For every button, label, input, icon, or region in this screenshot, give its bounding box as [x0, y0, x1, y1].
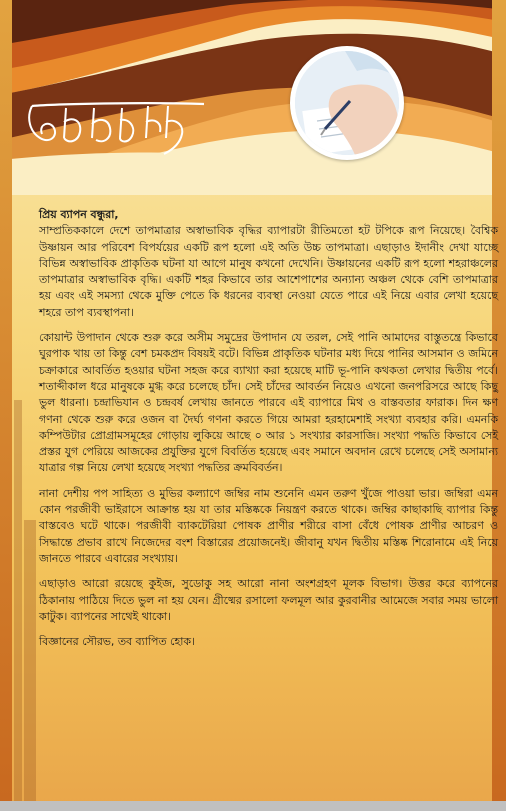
paragraph: কোয়ান্ট উপাদান থেকে শুরু করে অসীম সমুদ্রের উপাদান যে তরল, সেই পানি আমাদের বাস্তুতন্ত্রে কিভাবে ঘুরপাক খায় তা কিন্তু বেশ চমকপ্রদ বিষয়ই বটে। বিভিন্ন প্রাকৃতিক ঘটনার মধ্য দিয়ে পানির আসমান ও জমিনে চক্রাকারে আবর্তিত হওয়ার ঘটনা সহজ করে ব্যাখ্যা করা হয়েছে মাটি ভূ-পানি কথকতা লেখার দ্বিতীয় পর্বে। শতাব্দীকাল ধরে মানুষকে মুগ্ধ করে চলেছে চাঁদ। সেই চাঁদের আবর্তন নিয়েও এখনো জনপরিসরে আছে কিছু ভুল ধারনা। চন্দ্রাভিযান ও চন্দ্রবর্ষ লেখায় জানতে পারবে এই ব্যাপারে মিথ ও বাস্তবতার ফারাক। দিন ক্ষণ গণনা থেকে শুরু করে ওজন বা দৈর্ঘ্য গণনা করতে গিয়ে আমরা হরহামেশাই সংখ্যা ব্যবহার করি। এমনকি কম্পিউটার প্রোগ্রামসমূহের গোড়ায় লুকিয়ে আছে ০ আর ১ সংখ্যার কারসাজি। সংখ্যা পদ্ধতি কিভাবে সেই প্রস্তর যুগ পেরিয়ে আজকের প্রযুক্তির যুগে বিবর্তিত হয়েছে এবং সমানে অবদান রেখে চলেছে সেই অসামান্য যাত্রার গল্প নিয়ে লেখা হয়েছে সংখ্যা পদ্ধতির ক্রমবিবর্তন। [39, 331, 498, 475]
bottom-bar [0, 801, 506, 811]
closing-line: বিজ্ঞানের সৌরভ, তব ব্যাপিত হোক। [39, 635, 195, 649]
writing-hand-photo [290, 46, 404, 160]
greeting: প্রিয় ব্যাপন বন্ধুরা, [39, 208, 119, 221]
paragraph: এছাড়াও আরো রয়েছে কুইজ, সুডোকু সহ আরো নানা অংশগ্রহণ মূলক বিভাগ। উত্তর করে ব্যাপনের ঠিকানায় পাঠিয়ে দিতে ভুল না হয় যেন। গ্রীষ্মের রসালো ফলমূল আর কুরবানীর আমেজে সবার সময় ভালো কাটুক। ব্যাপনের সাথেই থাকো। [39, 577, 498, 623]
left-border [0, 0, 12, 811]
paragraph: সাম্প্রতিককালে দেশে তাপমাত্রার অস্বাভাবিক বৃদ্ধির ব্যাপারটা রীতিমতো হট টপিকে রূপ নিয়েছে। বৈশ্বিক উষ্ণায়ন আর পরিবেশ বিপর্যয়ের একটি রূপ হলো এই অতি উচ্চ তাপমাত্রা। এছাড়াও ইদানীং দেখা যাচ্ছে বিভিন্ন অস্বাভাবিক প্রাকৃতিক ঘটনা যা আগে মানুষ কখনো দেখেনি। উষ্ণায়নের একটি রূপ হলো শহরাঞ্চলের তাপমাত্রার অস্বাভাবিক বৃদ্ধি। একটি শহর কিভাবে তার আশেপাশের অন্যান্য অঞ্চল থেকে বেশি তাপমাত্রার হয় এবং এই সমস্যা থেকে মুক্তি পেতে কি ধরনের ব্যবস্থা নেওয়া যেতে পারে এই নিয়ে এবার লেখা হয়েছে শহরে তাপ ব্যবস্থাপনা। [39, 224, 498, 319]
editorial-body [39, 207, 498, 659]
paragraph: নানা দেশীয় পপ সাহিত্য ও মুভির কল্যাণে জম্বির নাম শুনেনি এমন তরুণ খুঁজে পাওয়া ভার। জম্বিরা এমন কোন পরজীবী ভাইরাসে আক্রান্ত হয় যা তার মস্তিষ্ককে নিয়ন্ত্রণ করতে থাকে। জম্বির কাছাকাছি ব্যাপার কিন্তু বাস্তবেও ঘটে থাকে। পরজীবী ব্যাকটেরিয়া পোষক প্রাণীর শরীরে বাসা বেঁধে পোষক প্রাণীর আচরণ ও সিদ্ধান্তে প্রভাব রাখে নিজেদের বংশ বিস্তারের প্রয়োজনেই। জীবানু যখন দ্বিতীয় মস্তিষ্ক শিরোনামে এই নিয়ে জানতে পারবে এবারের সংখ্যায়। [39, 486, 498, 565]
editorial-title-logo [24, 98, 210, 158]
